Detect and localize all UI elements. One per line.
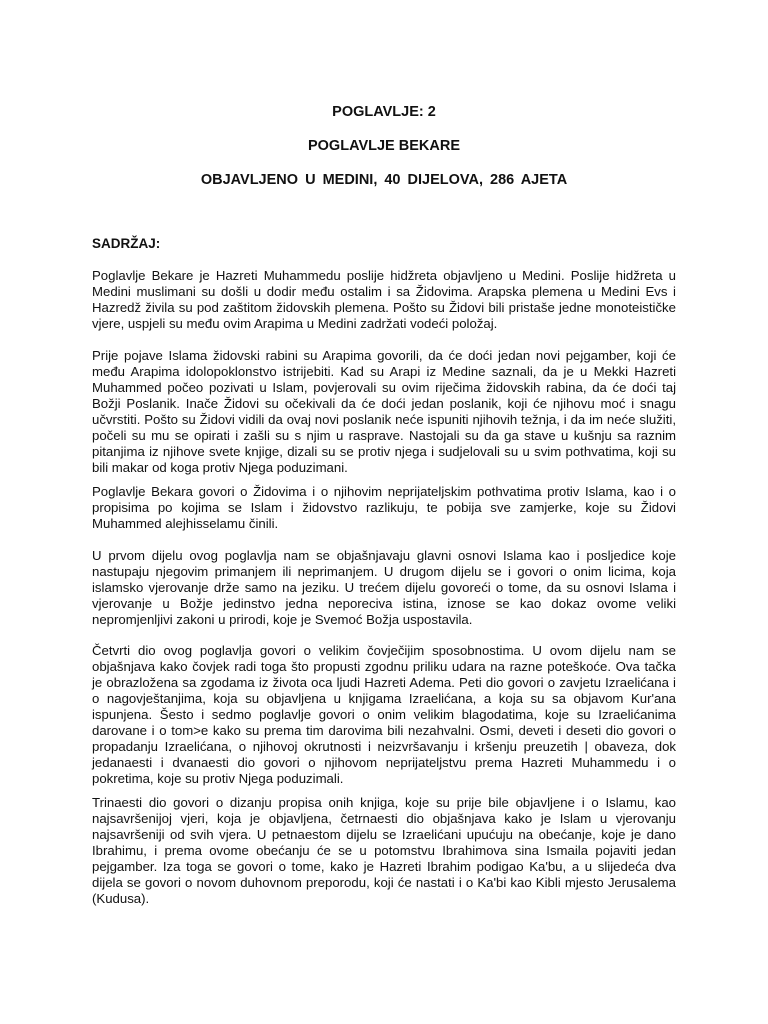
paragraph: Poglavlje Bekare je Hazreti Muhammedu poslije hidžreta objavljeno u Medini. Poslije hidžreta u Medini muslimani su došli u dodir među ostalim i sa Židovima. Arapska plemena u Medini Evs i Hazredž živila su pod zaštitom židovskih plemena. Pošto su Židovi bili pristaše jedne monoteističke vjere, uspjeli su među ovim Arapima u Medini zadržati vodeći položaj.: [92, 268, 676, 331]
paragraph: Prije pojave Islama židovski rabini su Arapima govorili, da će doći jedan novi pejgamber, koji će među Arapima idolopoklonstvo istrijebiti. Kad su Arapi iz Medine saznali, da je u Mekki Hazreti Muhammed počeo pozivati u Islam, povjerovali su ovim riječima židovskih rabina, da će doći taj Božji Poslanik. Inače Židovi su očekivali da će doći jedan poslanik, koji će njihovu moć i snagu učvrstiti. Pošto su Židovi vidili da ovaj novi poslanik neće ispuniti njihovih težnja, i da im neće služiti, počeli su mu se opirati i zašli su s njim u rasprave. Nastojali su da ga stave u kušnju sa raznim pitanjima iz njihove svete knjige, dizali su se protiv njega i sudjelovali su u svim pothvatima, koji su bili makar od koga protiv Njega poduzimani.: [92, 348, 676, 475]
chapter-title: POGLAVLJE BEKARE: [307, 138, 460, 154]
revelation-info: OBJAVLJENO U MEDINI, 40 DIJELOVA, 286 AJETA: [200, 172, 568, 188]
contents-label: SADRŽAJ:: [92, 236, 161, 251]
paragraph: Trinaesti dio govori o dizanju propisa onih knjiga, koje su prije bile objavljene i o Islamu, kao najsavršenijoj vjeri, koja je objavljena, četrnaesti dio objašnjava kako je Islam u vjerovanju najsavršeniji od svih vjera. U petnaestom dijelu se Izraelićani upućuju na obećanje, koje je dano Ibrahimu, i prema ovome obećanju će se u potomstvu Ibrahimova sina Ismaila pojaviti jedan pejgamber. Iza toga se govori o tome, kako je Hazreti Ibrahim podigao Ka'bu, a u slijedeća dva dijela se govori o novom duhovnom preporodu, koji će nastati i o Ka'bi kao Kibli mjesto Jerusalema (Kudusa).: [92, 795, 676, 906]
chapter-number: POGLAVLJE: 2: [332, 104, 436, 120]
paragraph: Četvrti dio ovog poglavlja govori o velikim čovječijim sposobnostima. U ovom dijelu nam se objašnjava kako čovjek radi toga što propusti zgodnu priliku udara na razne poteškoće. Ova tačka je obrazložena sa zgodama iz života oca ljudi Hazreti Adema. Peti dio govori o zavjetu Izraelićana i o nagovještanjima, koja su objavljena u knjigama Izraelićana, a koja su sa objavom Kur'ana ispunjena. Šesto i sedmo poglavlje govori o onim velikim blagodatima, koje su Izraelićanima darovane i o tom>e kako su prema tim darovima bili nezahvalni. Osmi, deveti i deseti dio govori o propadanju Izraelićana, o njihovoj okrutnosti i neizvršavanju i kršenju preuzetih | obaveza, dok jedanaesti i dvanaesti dio govori o njihovom neprijateljstvu prema Hazreti Muhammedu i o pokretima, koje su protiv Njega poduzimali.: [92, 643, 676, 786]
paragraph: Poglavlje Bekara govori o Židovima i o njihovim neprijateljskim pothvatima protiv Islama, kao i o propisima po kojima se Islam i židovstvo razlikuju, te pobija sve zamjerke, koje su Židovi Muhammed alejhisselamu činili.: [92, 484, 676, 531]
paragraph: U prvom dijelu ovog poglavlja nam se objašnjavaju glavni osnovi Islama kao i posljedice koje nastupaju njegovim primanjem ili neprimanjem. U drugom dijelu se i govori o onim licima, koja islamsko vjerovanje drže samo na jeziku. U trećem dijelu govoreći o tome, da su osnovi Islama i vjerovanje u Božje jedinstvo jedna neporeciva istina, iznose se kao dokaz ovome veliki nepromjenljivi zakoni u prirodi, koje je Svemoć Božja uspostavila.: [92, 548, 676, 627]
